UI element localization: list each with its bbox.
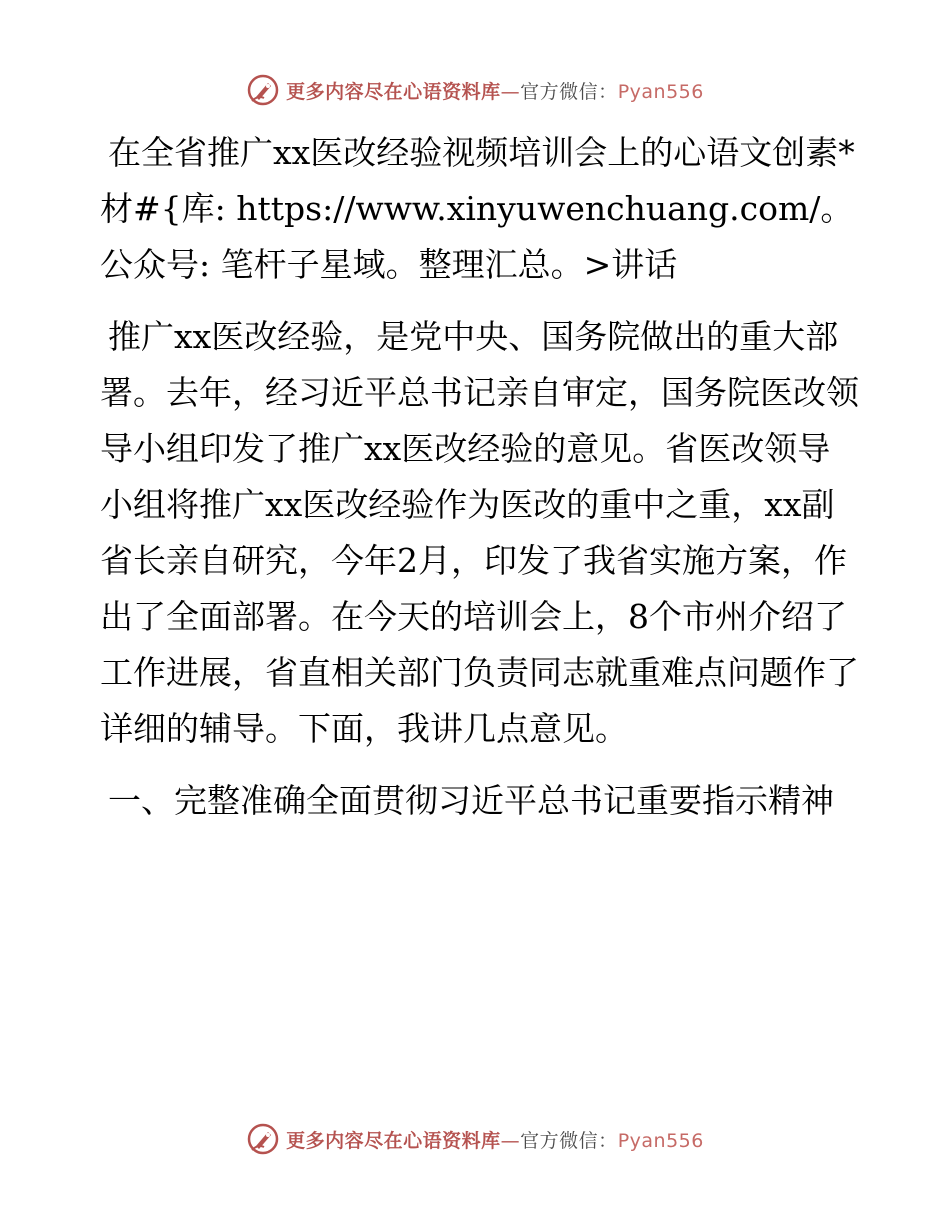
document-title: 在全省推广xx医改经验视频培训会上的心语文创素*材#{库: https://www.xinyuwenchuang.com/。公众号: 笔杆子星域。整理汇总。>讲话: [100, 133, 855, 284]
section-heading: 一、完整准确全面贯彻习近平总书记重要指示精神: [108, 781, 834, 820]
banner-dash: —: [500, 80, 521, 103]
banner-label: 官方微信：: [520, 1129, 618, 1152]
banner-dash: —: [500, 1129, 521, 1152]
footer-banner: [0, 1119, 950, 1159]
body-paragraph: 推广xx医改经验，是党中央、国务院做出的重大部署。去年，经习近平总书记亲自审定，国务院医改领导小组印发了推广xx医改经验的意见。省医改领导小组将推广xx医改经验作为医改的重中之重，xx副省长亲自研究，今年2月，印发了我省实施方案，作出了全面部署。在今天的培训会上，8个市州介绍了工作进展，省直相关部门负责同志就重难点问题作了详细的辅导。下面，我讲几点意见。: [100, 317, 859, 748]
banner-promo-text: 更多内容尽在心语资料库: [286, 80, 501, 103]
banner-label: 官方微信：: [520, 80, 618, 103]
pen-nib-logo-icon: [246, 73, 280, 107]
pen-nib-logo-icon: [246, 1122, 280, 1156]
banner-wechat-id: Pyan556: [617, 80, 704, 103]
header-banner: [0, 70, 950, 110]
banner-wechat-id: Pyan556: [617, 1129, 704, 1152]
document-body: [100, 125, 860, 829]
banner-promo-text: 更多内容尽在心语资料库: [286, 1129, 501, 1152]
